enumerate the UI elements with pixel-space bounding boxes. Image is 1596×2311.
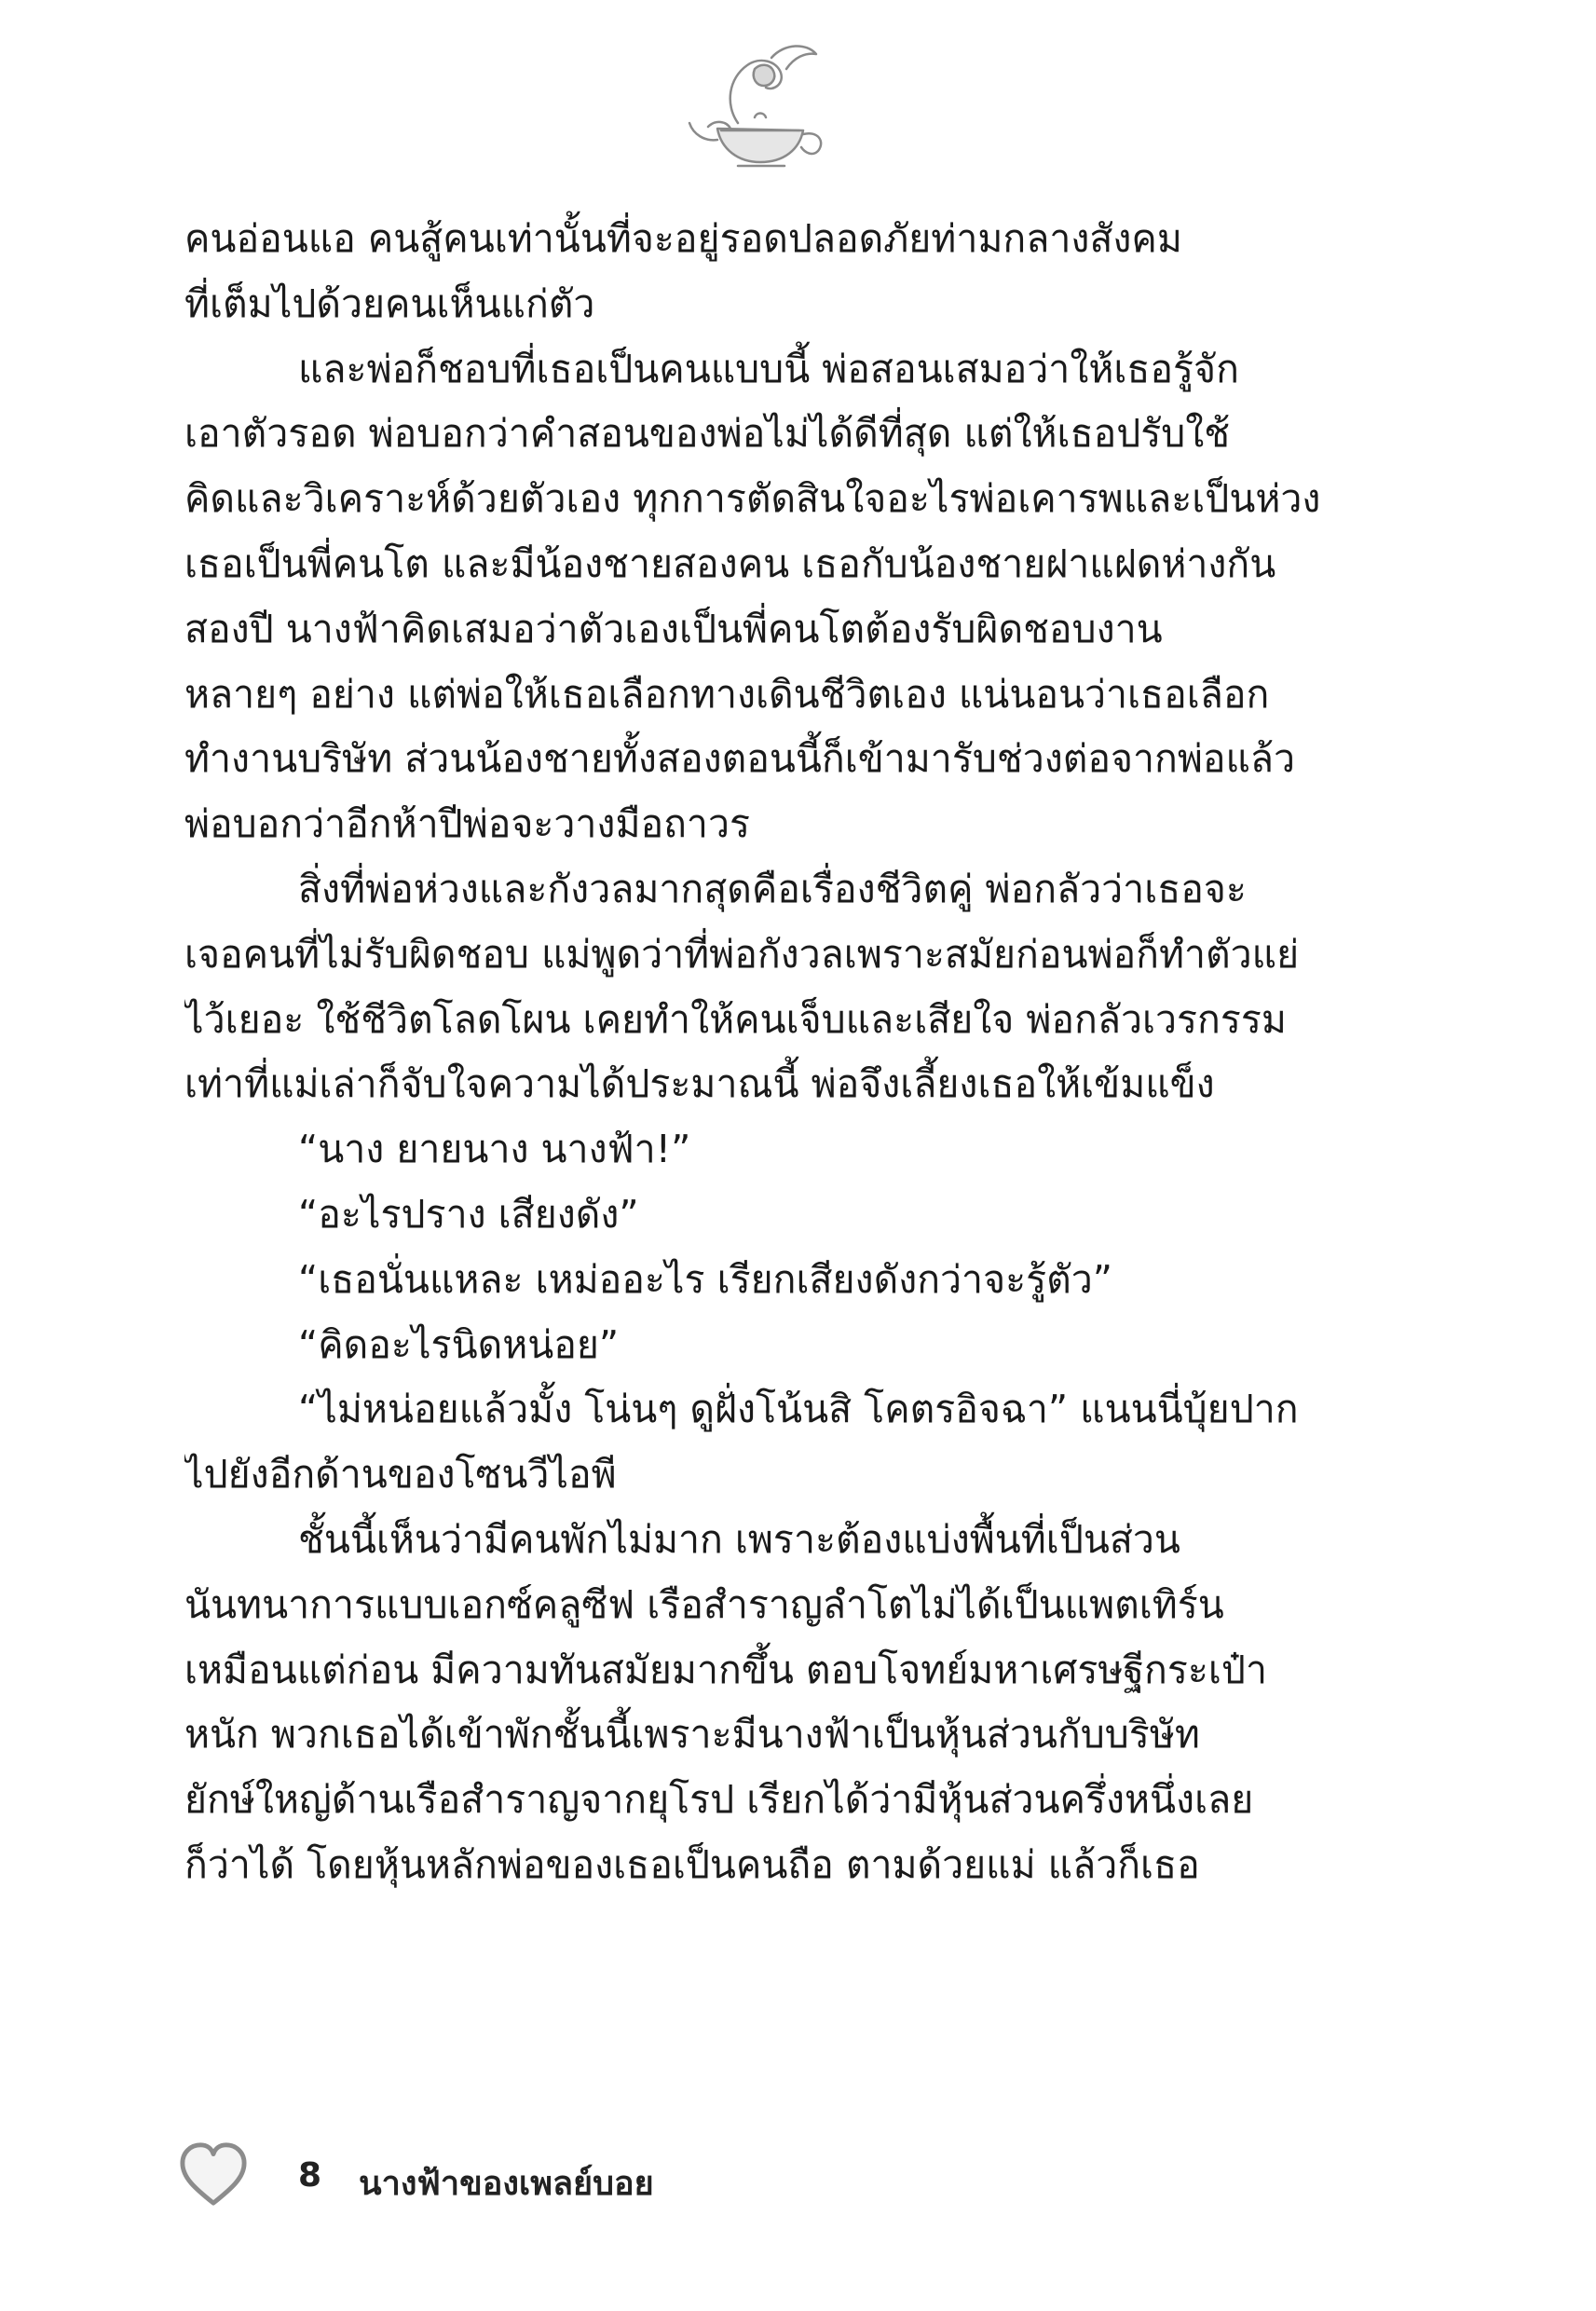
paragraph-first-line: สิ่งที่พ่อห่วงและกังวลมากสุดคือเรื่องชีวิตคู่ พ่อกลัวว่าเธอจะ (298, 866, 1247, 911)
paragraph-line: ที่เต็มไปด้วยคนเห็นแก่ตัว (184, 280, 595, 326)
paragraph-line: หลายๆ อย่าง แต่พ่อให้เธอเลือกทางเดินชีวิตเอง แน่นอนว่าเธอเลือก (184, 671, 1270, 717)
paragraph-first-line: และพ่อก็ชอบที่เธอเป็นคนแบบนี้ พ่อสอนเสมอว่าให้เธอรู้จัก (298, 346, 1239, 391)
paragraph-line: ไว้เยอะ ใช้ชีวิตโลดโผน เคยทำให้คนเจ็บและเสียใจ พ่อกลัวเวรกรรม (184, 996, 1287, 1042)
paragraph-first-line: “ไม่หน่อยแล้วมั้ง โน่นๆ ดูฝั่งโน้นสิ โคตรอิจฉา” แนนนี่บุ้ยปาก (298, 1387, 1299, 1432)
paragraph-line: เหมือนแต่ก่อน มีความทันสมัยมากขึ้น ตอบโจทย์มหาเศรษฐีกระเป๋า (184, 1647, 1267, 1692)
book-title: นางฟ้าของเพลย์บอย (359, 2165, 654, 2203)
paragraph-line: หนัก พวกเธอได้เข้าพักชั้นนี้เพราะมีนางฟ้าเป็นหุ้นส่วนกับบริษัท (184, 1712, 1200, 1757)
paragraph-line: เท่าที่แม่เล่าก็จับใจความได้ประมาณนี้ พ่อจึงเลี้ยงเธอให้เข้มแข็ง (184, 1061, 1215, 1107)
body-text (184, 207, 1340, 1898)
paragraph-line: ไปยังอีกด้านของโซนวีไอพี (184, 1452, 617, 1497)
paragraph-line: เจอคนที่ไม่รับผิดชอบ แม่พูดว่าที่พ่อกังวลเพราะสมัยก่อนพ่อก็ทำตัวแย่ (184, 931, 1300, 977)
paragraph-line: นันทนาการแบบเอกซ์คลูซีฟ เรือสำราญลำโตไม่ได้เป็นแพตเทิร์น (184, 1581, 1224, 1627)
paragraph-first-line: “อะไรปราง เสียงดัง” (298, 1191, 639, 1237)
paragraph-first-line: “คิดอะไรนิดหน่อย” (298, 1321, 620, 1367)
paragraph-line: ยักษ์ใหญ่ด้านเรือสำราญจากยุโรป เรียกได้ว่ามีหุ้นส่วนครึ่งหนึ่งเลย (184, 1777, 1254, 1823)
paragraph-line: พ่อบอกว่าอีกห้าปีพ่อจะวางมือถาวร (184, 801, 750, 847)
paragraph-line: สองปี นางฟ้าคิดเสมอว่าตัวเองเป็นพี่คนโตต้องรับผิดชอบงาน (184, 606, 1163, 651)
page-number: 8 (298, 2156, 322, 2195)
paragraph-first-line: ชั้นนี้เห็นว่ามีคนพักไม่มาก เพราะต้องแบ่งพื้นที่เป็นส่วน (298, 1516, 1180, 1562)
fairy-teapot-ornament-icon (680, 37, 839, 177)
paragraph-line: เอาตัวรอด พ่อบอกว่าคำสอนของพ่อไม่ได้ดีที่สุด แต่ให้เธอปรับใช้ (184, 411, 1231, 457)
paragraph-line: ก็ว่าได้ โดยหุ้นหลักพ่อของเธอเป็นคนถือ ตามด้วยแม่ แล้วก็เธอ (184, 1841, 1200, 1887)
paragraph-first-line: “นาง ยายนาง นางฟ้า!” (298, 1127, 691, 1172)
paragraph-line: คนอ่อนแอ คนสู้คนเท่านั้นที่จะอยู่รอดปลอดภัยท่ามกลางสังคม (184, 216, 1182, 261)
heart-icon (177, 2140, 250, 2208)
paragraph-line: ทำงานบริษัท ส่วนน้องชายทั้งสองตอนนี้ก็เข้ามารับช่วงต่อจากพ่อแล้ว (184, 736, 1296, 782)
paragraph-first-line: “เธอนั่นแหละ เหม่ออะไร เรียกเสียงดังกว่าจะรู้ตัว” (298, 1256, 1113, 1302)
page-footer (177, 2134, 1016, 2218)
paragraph-line: เธอเป็นพี่คนโต และมีน้องชายสองคน เธอกับน้องชายฝาแฝดห่างกัน (184, 540, 1276, 586)
paragraph-line: คิดและวิเคราะห์ด้วยตัวเอง ทุกการตัดสินใจอะไรพ่อเคารพและเป็นห่วง (184, 476, 1321, 522)
